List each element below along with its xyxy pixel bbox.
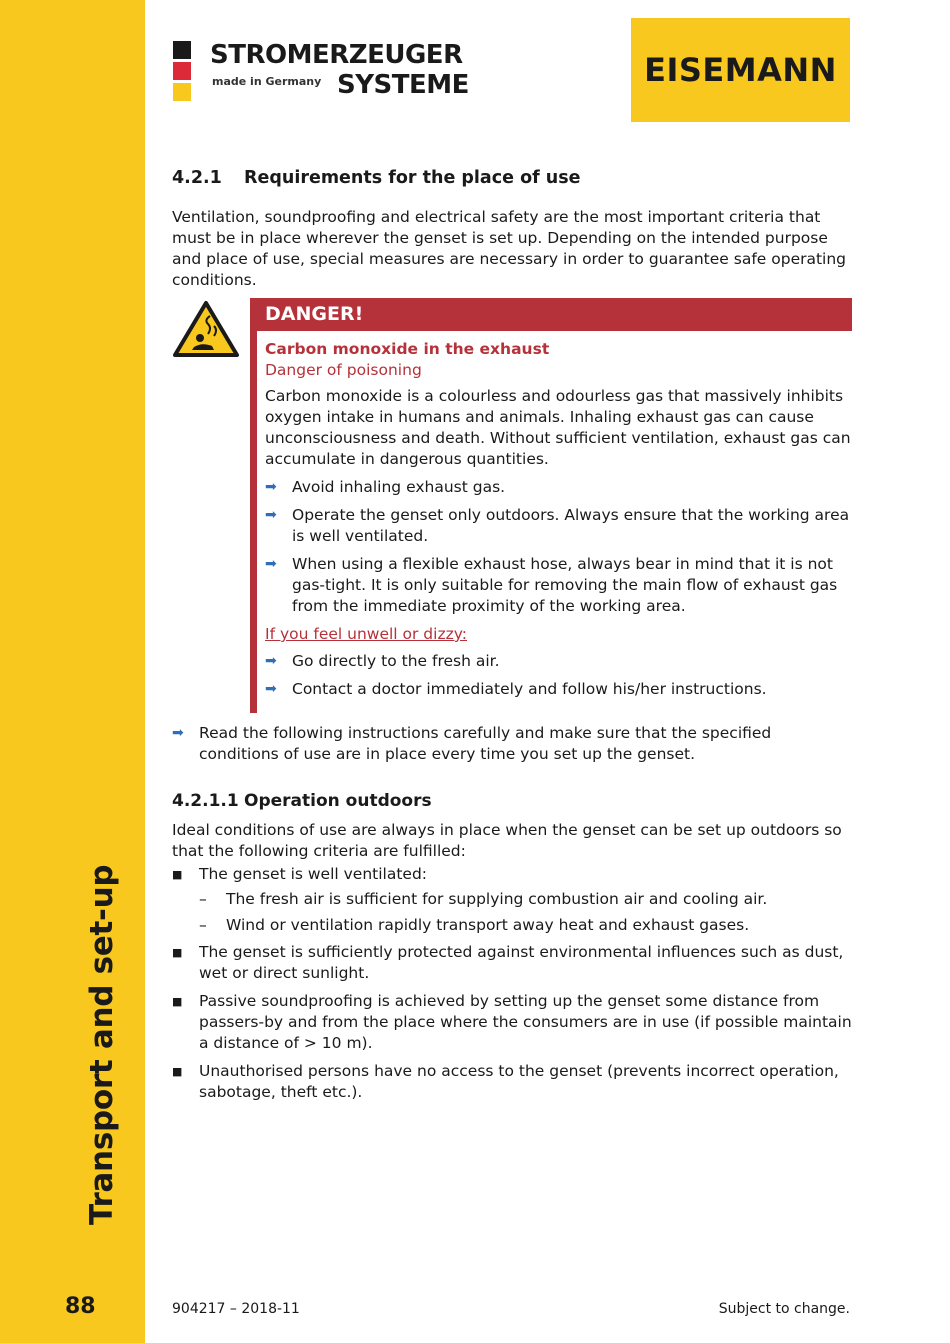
subsection-intro: Ideal conditions of use are always in place when the genset can be set up outdoors so that the following criteria are fulfilled: — [172, 821, 842, 860]
arrow-right-icon: ➡ — [265, 479, 277, 495]
bullet-icon: ■ — [172, 868, 183, 881]
list-item: ■ The genset is well ventilated: — [172, 865, 428, 883]
poison-gas-warning-icon — [172, 298, 250, 713]
arrow-right-icon: ➡ — [265, 681, 277, 697]
bullet-icon: ■ — [172, 995, 183, 1008]
subsection-heading: 4.2.1.1 Operation outdoors — [172, 791, 432, 811]
danger-subtitle: Danger of poisoning — [265, 361, 422, 379]
list-item: ■ The genset is sufficiently protected against environmental influences such as dust, wet or direct sunlight. — [172, 943, 844, 982]
danger-title: Carbon monoxide in the exhaust — [265, 340, 550, 358]
list-item: ➡ Go directly to the fresh air. — [265, 652, 500, 670]
list-item: ➡ Contact a doctor immediately and follow his/her instructions. — [265, 680, 767, 698]
page-number: 88 — [65, 1294, 96, 1319]
condition-label: If you feel unwell or dizzy: — [265, 625, 467, 643]
list-item: ➡ When using a flexible exhaust hose, always bear in mind that it is not gas-tight. It is only suitable for removing the main flow of exhaust gas from the immediate proximity of the working area. — [265, 555, 838, 615]
list-item: – The fresh air is sufficient for supplying combustion air and cooling air. — [199, 890, 768, 908]
arrow-right-icon: ➡ — [265, 507, 277, 523]
list-item: ➡ Operate the genset only outdoors. Always ensure that the working area is well ventilated. — [265, 506, 850, 545]
danger-box — [172, 298, 852, 713]
list-item: ■ Passive soundproofing is achieved by setting up the genset some distance from passers-by and from the place where the consumers are in use (if possible maintain a distance of > 10 m). — [172, 992, 852, 1052]
arrow-right-icon: ➡ — [172, 725, 184, 741]
bullet-icon: ■ — [172, 1065, 183, 1078]
german-flag-icon — [173, 41, 191, 104]
main-content — [172, 168, 852, 1110]
instruction: ➡ Read the following instructions carefully and make sure that the specified conditions of use are in place every time you set up the genset. — [172, 724, 772, 763]
brand-line1: STROMERZEUGER — [210, 40, 463, 70]
brand-line2: SYSTEME — [337, 70, 469, 100]
danger-text: Carbon monoxide is a colourless and odourless gas that massively inhibits oxygen intake in humans and animals. Inhaling exhaust gas can cause unconsciousness and death. Without sufficient ventilation, exhaust gas can accumulate in dangerous quantities. — [265, 387, 851, 468]
sidebar — [0, 0, 145, 1343]
section-heading: 4.2.1 Requirements for the place of use — [172, 168, 581, 188]
doc-number: 904217 – 2018-11 — [172, 1301, 300, 1317]
danger-header: DANGER! — [257, 298, 852, 331]
footer-note: Subject to change. — [718, 1301, 850, 1317]
list-item: – Wind or ventilation rapidly transport away heat and exhaust gases. — [199, 916, 750, 934]
bullet-icon: ■ — [172, 946, 183, 959]
danger-body — [250, 298, 852, 713]
arrow-right-icon: ➡ — [265, 653, 277, 669]
list-item: ➡ Avoid inhaling exhaust gas. — [265, 478, 506, 496]
section-intro: Ventilation, soundproofing and electrical safety are the most important criteria that must be in place wherever the genset is set up. Depending on the intended purpose and place of use, special measures are necessary in order to guarantee safe operating conditions. — [172, 208, 847, 289]
eisemann-logo: EISEMANN — [631, 18, 850, 122]
arrow-right-icon: ➡ — [265, 556, 277, 572]
chapter-title: Transport and set-up — [84, 864, 120, 1225]
brand-made-in: made in Germany — [212, 75, 322, 88]
list-item: ■ Unauthorised persons have no access to the genset (prevents incorrect operation, sabotage, theft etc.). — [172, 1062, 839, 1101]
